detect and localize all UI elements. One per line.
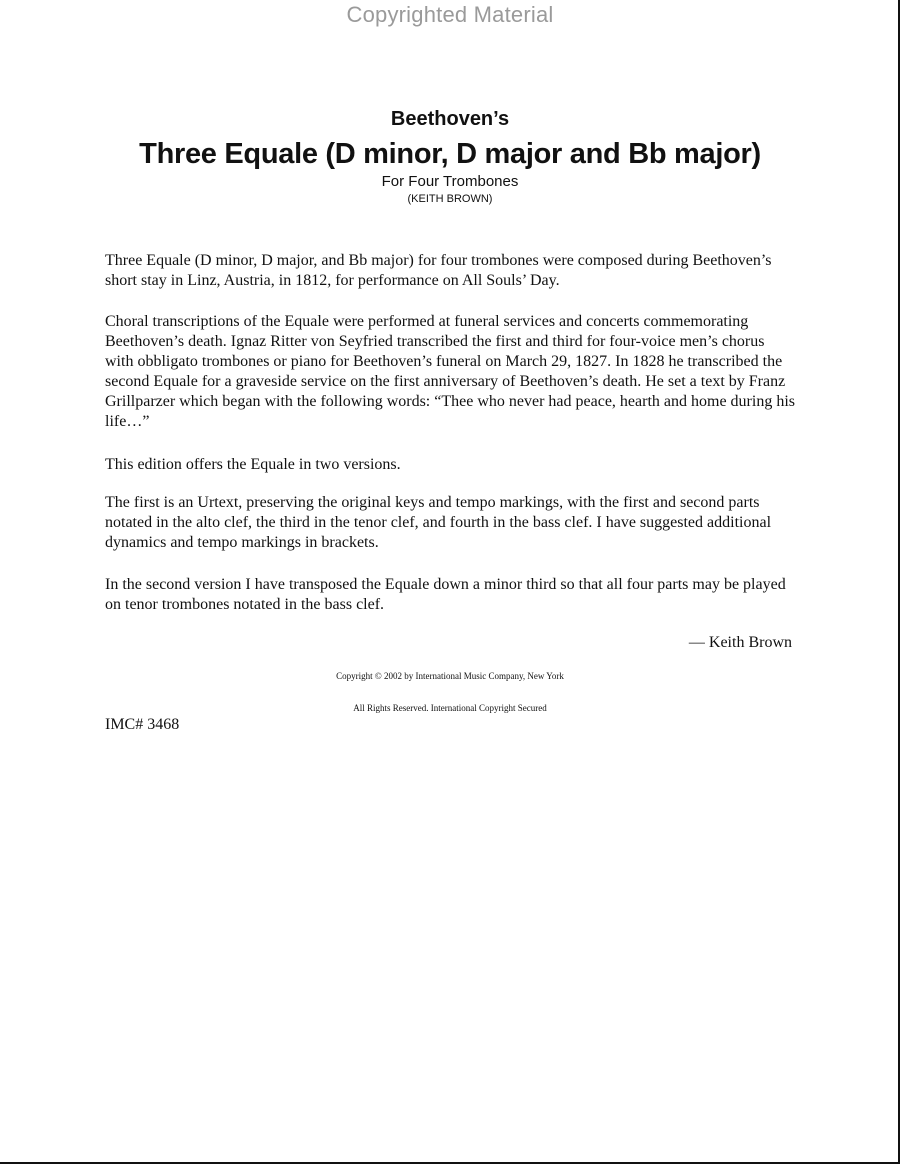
instrumentation-subtitle: For Four Trombones xyxy=(381,173,519,190)
paragraph-4: The first is an Urtext, preserving the original keys and tempo markings, with the first and second parts notated in the alto clef, the third in the tenor clef, and fourth in the bass clef. I have suggested additional dynamics and tempo markings in brackets. xyxy=(105,494,772,551)
page-title: Three Equale (D minor, D major and Bb major) xyxy=(139,138,761,170)
paragraph-3: This edition offers the Equale in two versions. xyxy=(105,456,401,473)
watermark: Copyrighted Material xyxy=(346,2,554,27)
author-signature: — Keith Brown xyxy=(688,634,792,651)
catalog-number: IMC# 3468 xyxy=(105,716,180,733)
paragraph-5: In the second version I have transposed the Equale down a minor third so that all four parts may be played on tenor trombones notated in the bass clef. xyxy=(105,576,786,613)
copyright-notice: Copyright © 2002 by International Music Company, New York xyxy=(336,671,564,681)
paragraph-2: Choral transcriptions of the Equale were performed at funeral services and concerts commemorating Beethoven’s death. Ignaz Ritter von Seyfried transcribed the first and third for four-voice men’s chorus with obbligato trombones or piano for Beethoven’s funeral on March 29, 1827. In 1828 he transcribed the second Equale for a graveside service on the first anniversary of Beethoven’s death. He set a text by Franz Grillparzer which began with the following words: “Thee who never had peace, hearth and home during his life…” xyxy=(105,313,795,430)
rights-notice: All Rights Reserved. International Copyright Secured xyxy=(353,703,547,713)
arranger-credit: (KEITH BROWN) xyxy=(407,193,493,205)
paragraph-1: Three Equale (D minor, D major, and Bb major) for four trombones were composed during Beethoven’s short stay in Linz, Austria, in 1812, for performance on All Souls’ Day. xyxy=(105,252,772,289)
composer-heading: Beethoven’s xyxy=(390,108,510,130)
